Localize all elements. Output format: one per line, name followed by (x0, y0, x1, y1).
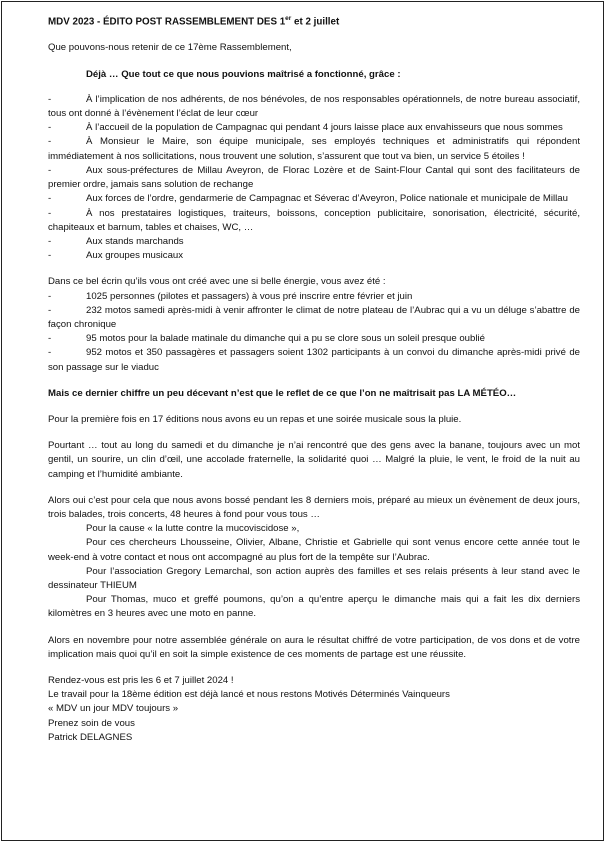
closing-line: Prenez soin de vous (48, 717, 135, 729)
list-item: - 1025 personnes (pilotes et passagers) à vous pré inscrire entre février et juin (48, 290, 413, 302)
list-item: - Aux forces de l’ordre, gendarmerie de Campagnac et Séverac d’Aveyron, Police nationale et municipale de Millau (48, 193, 568, 205)
stats-list (48, 290, 580, 375)
chercheurs-paragraph: Pour ces chercheurs Lhousseine, Olivier, Albane, Christie et Gabrielle qui sont venus encore cette année tout le week-end à votre contact et nous ont accompagné au plus fort de la tempête sur l’Aubrac. (48, 537, 580, 563)
cause-line: Pour la cause « la lutte contre la mucoviscidose », (86, 523, 300, 535)
association-paragraph: Pour l’association Gregory Lemarchal, son action auprès des familles et ses relais présents à leur stand avec le dessinateur THIEUM (48, 565, 580, 591)
closing-line: « MDV un jour MDV toujours » (48, 703, 179, 715)
list-item: - 952 motos et 350 passagères et passagers soient 1302 participants à un convoi du dimanche après-midi privé de son passage sur le viaduc (48, 347, 580, 373)
document-body (48, 12, 580, 745)
list-item: - À l’implication de nos adhérents, de nos bénévoles, de nos responsables opérationnels, de notre bureau associatif, tous ont donné à l’évènement l’éclat de leur cœur (48, 93, 580, 120)
stats-intro: Dans ce bel écrin qu’ils vous ont créé avec une si belle énergie, vous avez été : (48, 276, 386, 288)
list-item: - À l’accueil de la population de Campagnac qui pendant 4 jours laisse place aux envahisseurs que nous sommes (48, 122, 563, 134)
lead-heading: Déjà … Que tout ce que nous pouvions maîtrisé a fonctionné, grâce : (86, 68, 401, 80)
thanks-list (48, 93, 580, 263)
list-item: - Aux stands marchands (48, 235, 184, 247)
intro-paragraph: Que pouvons-nous retenir de ce 17ème Rassemblement, (48, 42, 292, 54)
signature: Patrick DELAGNES (48, 731, 133, 743)
thomas-paragraph: Pour Thomas, muco et greffé poumons, qu’on a qu’entre aperçu le dimanche mais qui a fait les dix derniers kilomètres en 3 heures avec une moto en panne. (48, 594, 580, 620)
closing-block (48, 674, 580, 745)
list-item: - 95 motos pour la balade matinale du dimanche qui a pu se clore sous un soleil presque oublié (48, 333, 485, 345)
document-title: MDV 2023 - ÉDITO POST RASSEMBLEMENT DES 1er et 2 juillet (48, 15, 340, 28)
list-item: - À nos prestataires logistiques, traiteurs, boissons, conception publicitaire, sonorisation, électricité, sécurité, chapiteaux et barnum, tables et chaises, WC, … (48, 207, 580, 233)
document-page (1, 1, 604, 841)
closing-line: Rendez-vous est pris les 6 et 7 juillet 2024 ! (48, 674, 234, 686)
closing-line: Le travail pour la 18ème édition est déjà lancé et nous restons Motivés Déterminés Vainqueurs (48, 689, 450, 701)
novembre-paragraph: Alors en novembre pour notre assemblée générale on aura le résultat chiffré de votre participation, de vos dons et de votre implication mais quoi qu’il en soit la simple existence de ces moments de partage est une réussite. (48, 634, 580, 660)
list-item: - 232 motos samedi après-midi à venir affronter le climat de notre plateau de l’Aubrac qui a vu un déluge s’abattre de façon chronique (48, 304, 580, 330)
list-item: - Aux groupes musicaux (48, 250, 184, 262)
rain-paragraph: Pour la première fois en 17 éditions nous avons eu un repas et une soirée musicale sous la pluie. (48, 413, 462, 425)
list-item: - À Monsieur le Maire, son équipe municipale, ses employés techniques et administratifs qui répondent immédiatement à nos sollicitations, nous trouvent une solution, s’assurent que tout va bien, un service 5 étoiles ! (48, 136, 580, 162)
pourtant-paragraph: Pourtant … tout au long du samedi et du dimanche je n’ai rencontré que des gens avec la banane, toujours avec un mot gentil, un sourire, un clin d’œil, une accolade fraternelle, la solidarité quoi … Malgré la pluie, le vent, le froid de la nuit au camping et l’humidité ambiante. (48, 440, 580, 480)
list-item: - Aux sous-préfectures de Millau Aveyron, de Florac Lozère et de Saint-Flour Cantal qui sont des facilitateurs de premier ordre, jamais sans solution de rechange (48, 164, 580, 191)
meteo-heading: Mais ce dernier chiffre un peu décevant n’est que le reflet de ce que l’on ne maîtrisait pas LA MÉTÉO… (48, 387, 517, 399)
alors-paragraph: Alors oui c’est pour cela que nous avons bossé pendant les 8 derniers mois, préparé au mieux un évènement de deux jours, trois balades, trois concerts, 48 heures à fond pour vous tous … (48, 494, 580, 520)
